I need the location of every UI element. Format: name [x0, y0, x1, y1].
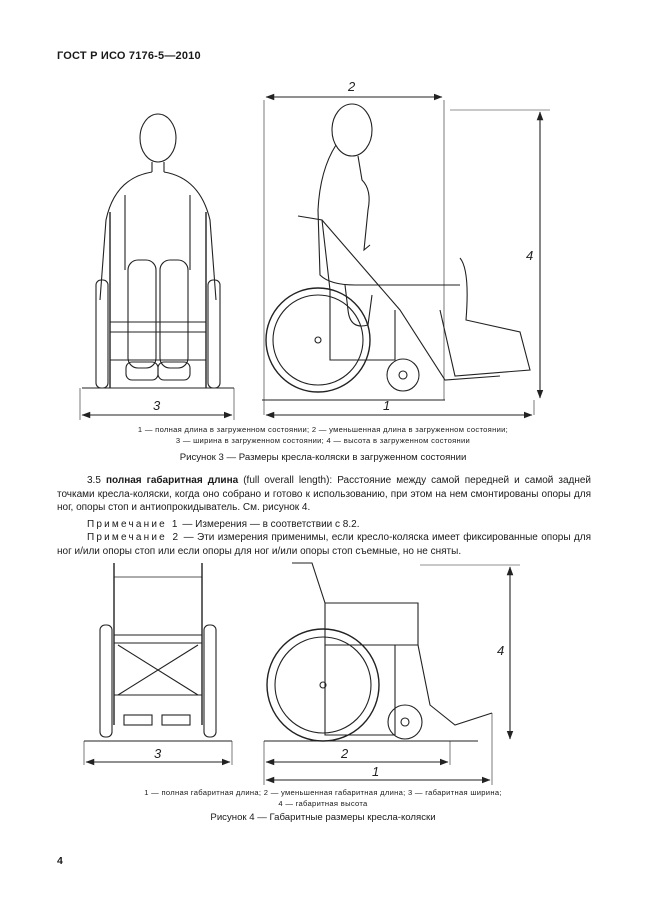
note-1-text: — Измерения — в соответствии с 8.2.	[179, 518, 360, 530]
side-rear-wheel	[266, 288, 370, 392]
figure-3-drawing	[0, 70, 646, 420]
person-right-leg	[160, 260, 188, 368]
figure-3-caption: Рисунок 3 — Размеры кресла-коляски в загруженном состоянии	[179, 452, 467, 463]
note-2-text: — Эти измерения применимы, если кресло-коляска имеет фиксированные опоры для ног и/или опоры стоп или если опоры для ног и/или опоры стоп съемные, но не сняты.	[57, 532, 591, 557]
figure-4	[0, 555, 646, 787]
person-head-front	[140, 114, 176, 162]
person-head-side	[332, 104, 372, 156]
side-caster-wheel	[387, 359, 419, 391]
figure-3-legend	[40, 424, 606, 446]
note-2-label: Примечание 2	[87, 532, 181, 543]
figure-4-legend	[40, 787, 606, 809]
front-left-wheel	[100, 625, 112, 737]
side-rear-wheel	[267, 629, 379, 741]
figure-3	[0, 70, 646, 420]
front-right-wheel	[204, 625, 216, 737]
front-right-wheel	[208, 280, 220, 388]
legend-line: 4 — габаритная высота	[278, 799, 368, 808]
term-english: (full overall length)	[243, 475, 330, 486]
definition-text: : Расстояние между самой передней и самой задней точками кресла-коляски, когда оно собрано и готово к использованию, при этом на нем смонтированы опоры для ног, опоры стоп и антиопрокидыватель. См. рисунок 4.	[57, 475, 592, 513]
legend-line: 1 — полная габаритная длина; 2 — уменьшенная габаритная длина; 3 — габаритная ширина;	[144, 788, 502, 797]
dim-label-1: 1	[372, 764, 380, 779]
dim-label-4: 4	[497, 643, 505, 658]
dim-label-1: 1	[383, 398, 391, 413]
dim-label-2: 2	[348, 79, 356, 94]
dim-label-4: 4	[526, 248, 534, 263]
figure-4-drawing	[0, 555, 646, 787]
document-header: ГОСТ Р ИСО 7176-5—2010	[57, 50, 201, 62]
dim-label-3: 3	[154, 746, 162, 761]
note-1-label: Примечание 1	[87, 518, 180, 530]
term: полная габаритная длина	[105, 475, 239, 486]
figure-4-caption: Рисунок 4 — Габаритные размеры кресла-коляски	[210, 812, 436, 823]
front-left-wheel	[96, 280, 108, 388]
definition-section	[57, 474, 591, 558]
person-left-arm	[100, 172, 152, 300]
dim-label-3: 3	[153, 398, 161, 413]
legend-line: 1 — полная длина в загруженном состоянии; 2 — уменьшенная длина в загруженном состоянии;	[137, 425, 509, 434]
section-number: 3.5	[87, 475, 101, 486]
person-left-leg	[128, 260, 156, 368]
dim-label-2: 2	[341, 746, 349, 761]
side-caster-wheel	[388, 705, 422, 739]
page-number: 4	[57, 855, 63, 867]
legend-line: 3 — ширина в загруженном состоянии; 4 — высота в загруженном состоянии	[175, 436, 471, 445]
